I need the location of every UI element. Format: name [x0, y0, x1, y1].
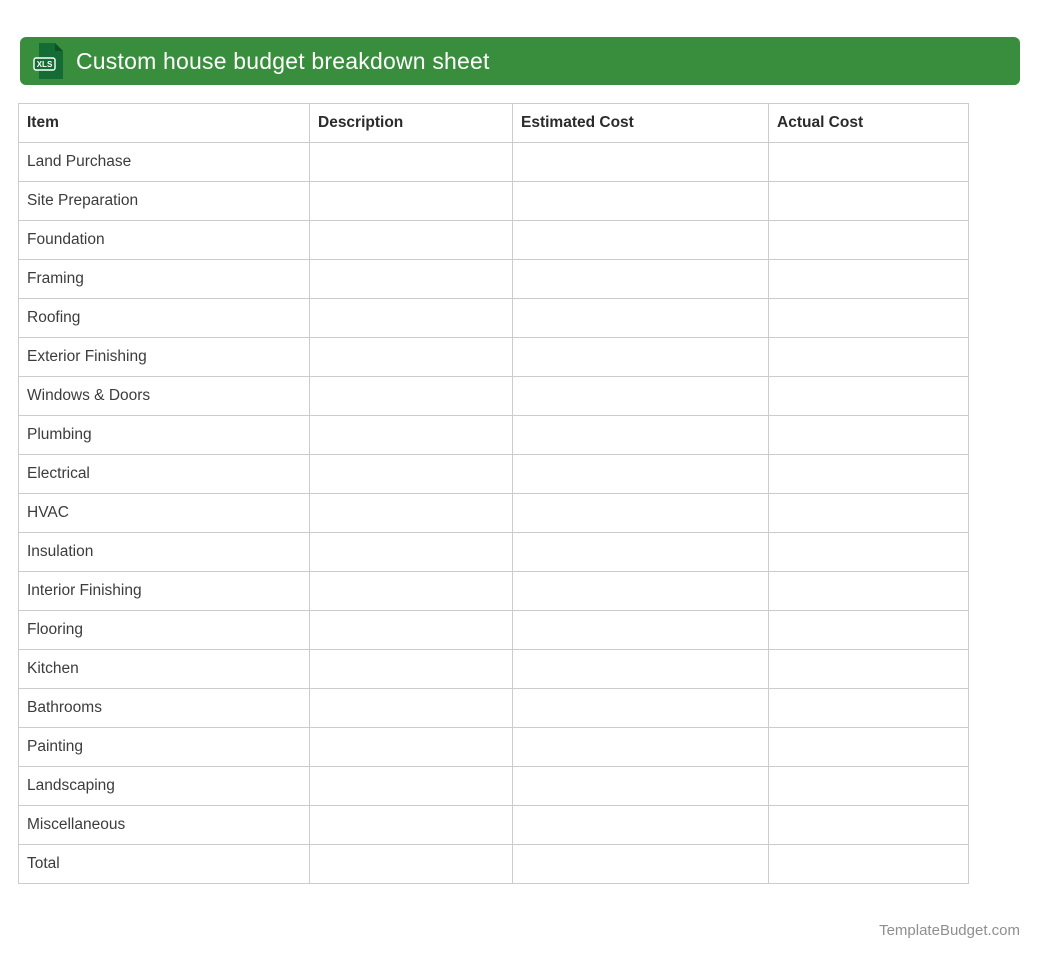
header-bar — [20, 37, 1020, 85]
column-header-estimated-cost: Estimated Cost — [513, 104, 769, 143]
item-cell: Foundation — [19, 221, 310, 260]
estimated-cost-cell — [513, 767, 769, 806]
table-row — [19, 299, 969, 338]
description-cell — [310, 611, 513, 650]
item-cell: Electrical — [19, 455, 310, 494]
estimated-cost-cell — [513, 455, 769, 494]
item-cell: Kitchen — [19, 650, 310, 689]
estimated-cost-cell — [513, 182, 769, 221]
description-cell — [310, 182, 513, 221]
table-row — [19, 455, 969, 494]
description-cell — [310, 533, 513, 572]
actual-cost-cell — [769, 260, 969, 299]
estimated-cost-cell — [513, 533, 769, 572]
item-cell: Bathrooms — [19, 689, 310, 728]
footer-credit: TemplateBudget.com — [879, 922, 1020, 939]
estimated-cost-cell — [513, 221, 769, 260]
description-cell — [310, 260, 513, 299]
actual-cost-cell — [769, 455, 969, 494]
item-cell: Windows & Doors — [19, 377, 310, 416]
description-cell — [310, 494, 513, 533]
estimated-cost-cell — [513, 260, 769, 299]
description-cell — [310, 338, 513, 377]
actual-cost-cell — [769, 338, 969, 377]
actual-cost-cell — [769, 377, 969, 416]
estimated-cost-cell — [513, 845, 769, 884]
description-cell — [310, 845, 513, 884]
description-cell — [310, 728, 513, 767]
actual-cost-cell — [769, 689, 969, 728]
item-cell: Insulation — [19, 533, 310, 572]
actual-cost-cell — [769, 845, 969, 884]
estimated-cost-cell — [513, 377, 769, 416]
item-cell: Plumbing — [19, 416, 310, 455]
item-cell: Roofing — [19, 299, 310, 338]
actual-cost-cell — [769, 650, 969, 689]
item-cell: Interior Finishing — [19, 572, 310, 611]
item-cell: Painting — [19, 728, 310, 767]
estimated-cost-cell — [513, 689, 769, 728]
description-cell — [310, 806, 513, 845]
item-cell: Exterior Finishing — [19, 338, 310, 377]
table-row — [19, 494, 969, 533]
table-row-total — [19, 845, 969, 884]
description-cell — [310, 143, 513, 182]
actual-cost-cell — [769, 299, 969, 338]
column-header-item: Item — [19, 104, 310, 143]
item-cell: Landscaping — [19, 767, 310, 806]
table-header-row — [19, 104, 969, 143]
description-cell — [310, 689, 513, 728]
description-cell — [310, 767, 513, 806]
estimated-cost-cell — [513, 806, 769, 845]
table-row — [19, 260, 969, 299]
table-row — [19, 728, 969, 767]
item-cell: Land Purchase — [19, 143, 310, 182]
column-header-description: Description — [310, 104, 513, 143]
budget-table — [18, 103, 969, 884]
item-cell: HVAC — [19, 494, 310, 533]
description-cell — [310, 455, 513, 494]
table-row — [19, 143, 969, 182]
description-cell — [310, 572, 513, 611]
item-cell: Flooring — [19, 611, 310, 650]
actual-cost-cell — [769, 143, 969, 182]
xls-file-icon — [33, 43, 63, 79]
item-cell: Miscellaneous — [19, 806, 310, 845]
estimated-cost-cell — [513, 572, 769, 611]
table-row — [19, 650, 969, 689]
estimated-cost-cell — [513, 611, 769, 650]
table-row — [19, 338, 969, 377]
actual-cost-cell — [769, 611, 969, 650]
estimated-cost-cell — [513, 650, 769, 689]
item-cell: Site Preparation — [19, 182, 310, 221]
description-cell — [310, 299, 513, 338]
table-row — [19, 221, 969, 260]
estimated-cost-cell — [513, 728, 769, 767]
actual-cost-cell — [769, 728, 969, 767]
column-header-actual-cost: Actual Cost — [769, 104, 969, 143]
actual-cost-cell — [769, 416, 969, 455]
estimated-cost-cell — [513, 338, 769, 377]
item-cell: Framing — [19, 260, 310, 299]
table-row — [19, 806, 969, 845]
table-row — [19, 689, 969, 728]
estimated-cost-cell — [513, 299, 769, 338]
page-title: Custom house budget breakdown sheet — [76, 47, 490, 74]
actual-cost-cell — [769, 806, 969, 845]
estimated-cost-cell — [513, 416, 769, 455]
description-cell — [310, 650, 513, 689]
description-cell — [310, 416, 513, 455]
actual-cost-cell — [769, 767, 969, 806]
actual-cost-cell — [769, 182, 969, 221]
description-cell — [310, 221, 513, 260]
estimated-cost-cell — [513, 143, 769, 182]
item-cell: Total — [19, 845, 310, 884]
table-row — [19, 416, 969, 455]
estimated-cost-cell — [513, 494, 769, 533]
actual-cost-cell — [769, 494, 969, 533]
table-row — [19, 377, 969, 416]
actual-cost-cell — [769, 221, 969, 260]
table-row — [19, 182, 969, 221]
actual-cost-cell — [769, 572, 969, 611]
actual-cost-cell — [769, 533, 969, 572]
description-cell — [310, 377, 513, 416]
table-row — [19, 572, 969, 611]
table-row — [19, 533, 969, 572]
table-row — [19, 767, 969, 806]
table-row — [19, 611, 969, 650]
xls-icon-label: XLS — [36, 60, 53, 69]
